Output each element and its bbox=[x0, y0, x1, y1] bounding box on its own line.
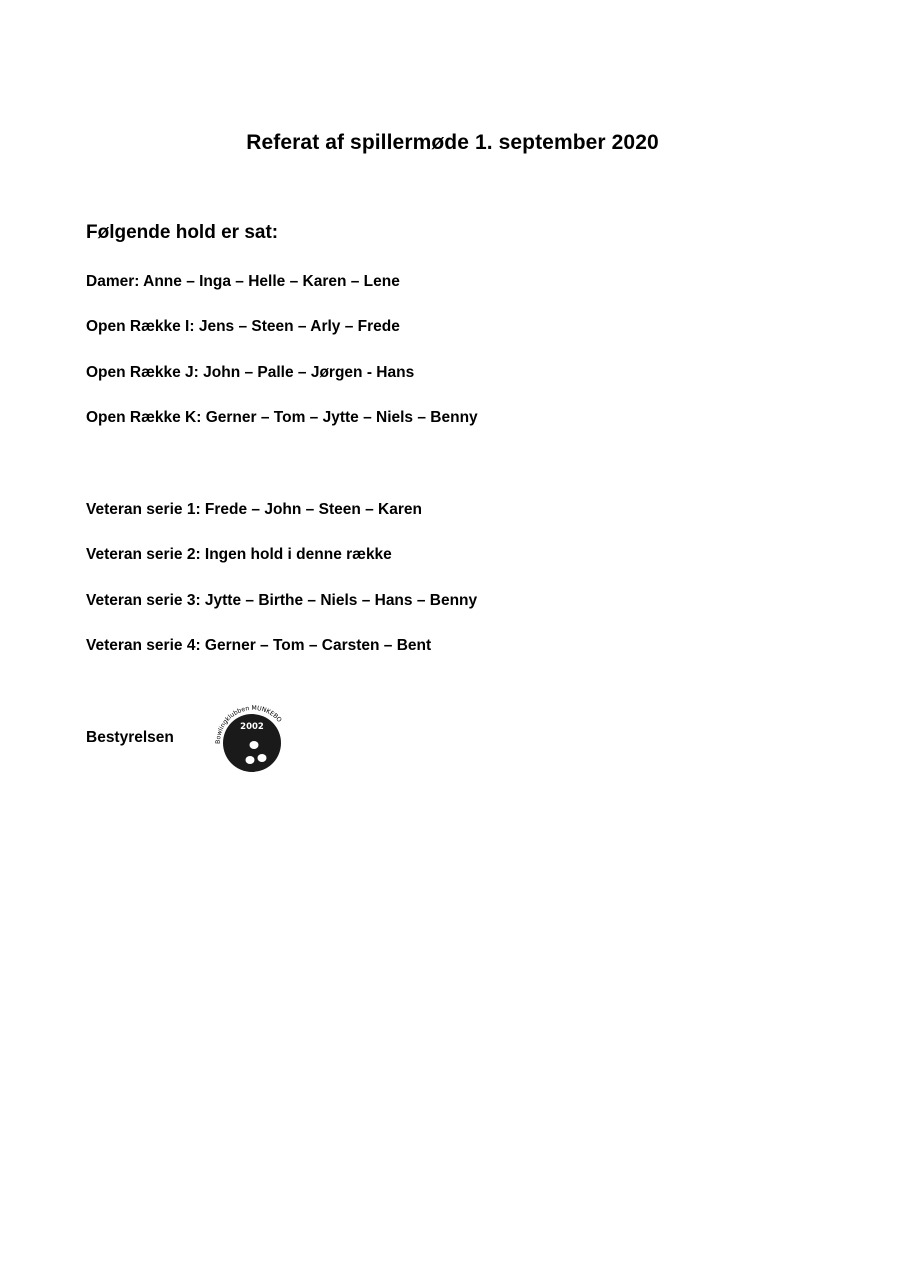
team-line-veteran-2: Veteran serie 2: Ingen hold i denne række bbox=[86, 546, 392, 563]
team-line-open-j: Open Række J: John – Palle – Jørgen - Hans bbox=[86, 364, 415, 381]
team-line-open-i: Open Række I: Jens – Steen – Arly – Frede bbox=[86, 318, 400, 335]
team-line-damer: Damer: Anne – Inga – Helle – Karen – Lene bbox=[86, 273, 400, 290]
logo-thumb-hole bbox=[258, 754, 267, 762]
team-line-veteran-4: Veteran serie 4: Gerner – Tom – Carsten – Bent bbox=[86, 637, 432, 654]
team-line-open-k: Open Række K: Gerner – Tom – Jytte – Niels – Benny bbox=[86, 409, 478, 426]
logo-finger-hole bbox=[246, 756, 255, 764]
logo-ring-text: Bowlingklubben MUNKEBO bbox=[214, 704, 283, 745]
logo-year: 2002 bbox=[240, 722, 264, 732]
team-line-veteran-1: Veteran serie 1: Frede – John – Steen – Karen bbox=[86, 501, 422, 518]
section-subheading: Følgende hold er sat: bbox=[86, 222, 279, 243]
bowling-ball-icon bbox=[210, 702, 294, 776]
team-line-veteran-3: Veteran serie 3: Jytte – Birthe – Niels – Hans – Benny bbox=[86, 592, 478, 609]
club-logo bbox=[210, 702, 294, 776]
logo-finger-hole bbox=[250, 741, 259, 749]
signature: Bestyrelsen bbox=[86, 729, 174, 746]
page-title: Referat af spillermøde 1. september 2020 bbox=[246, 131, 659, 154]
